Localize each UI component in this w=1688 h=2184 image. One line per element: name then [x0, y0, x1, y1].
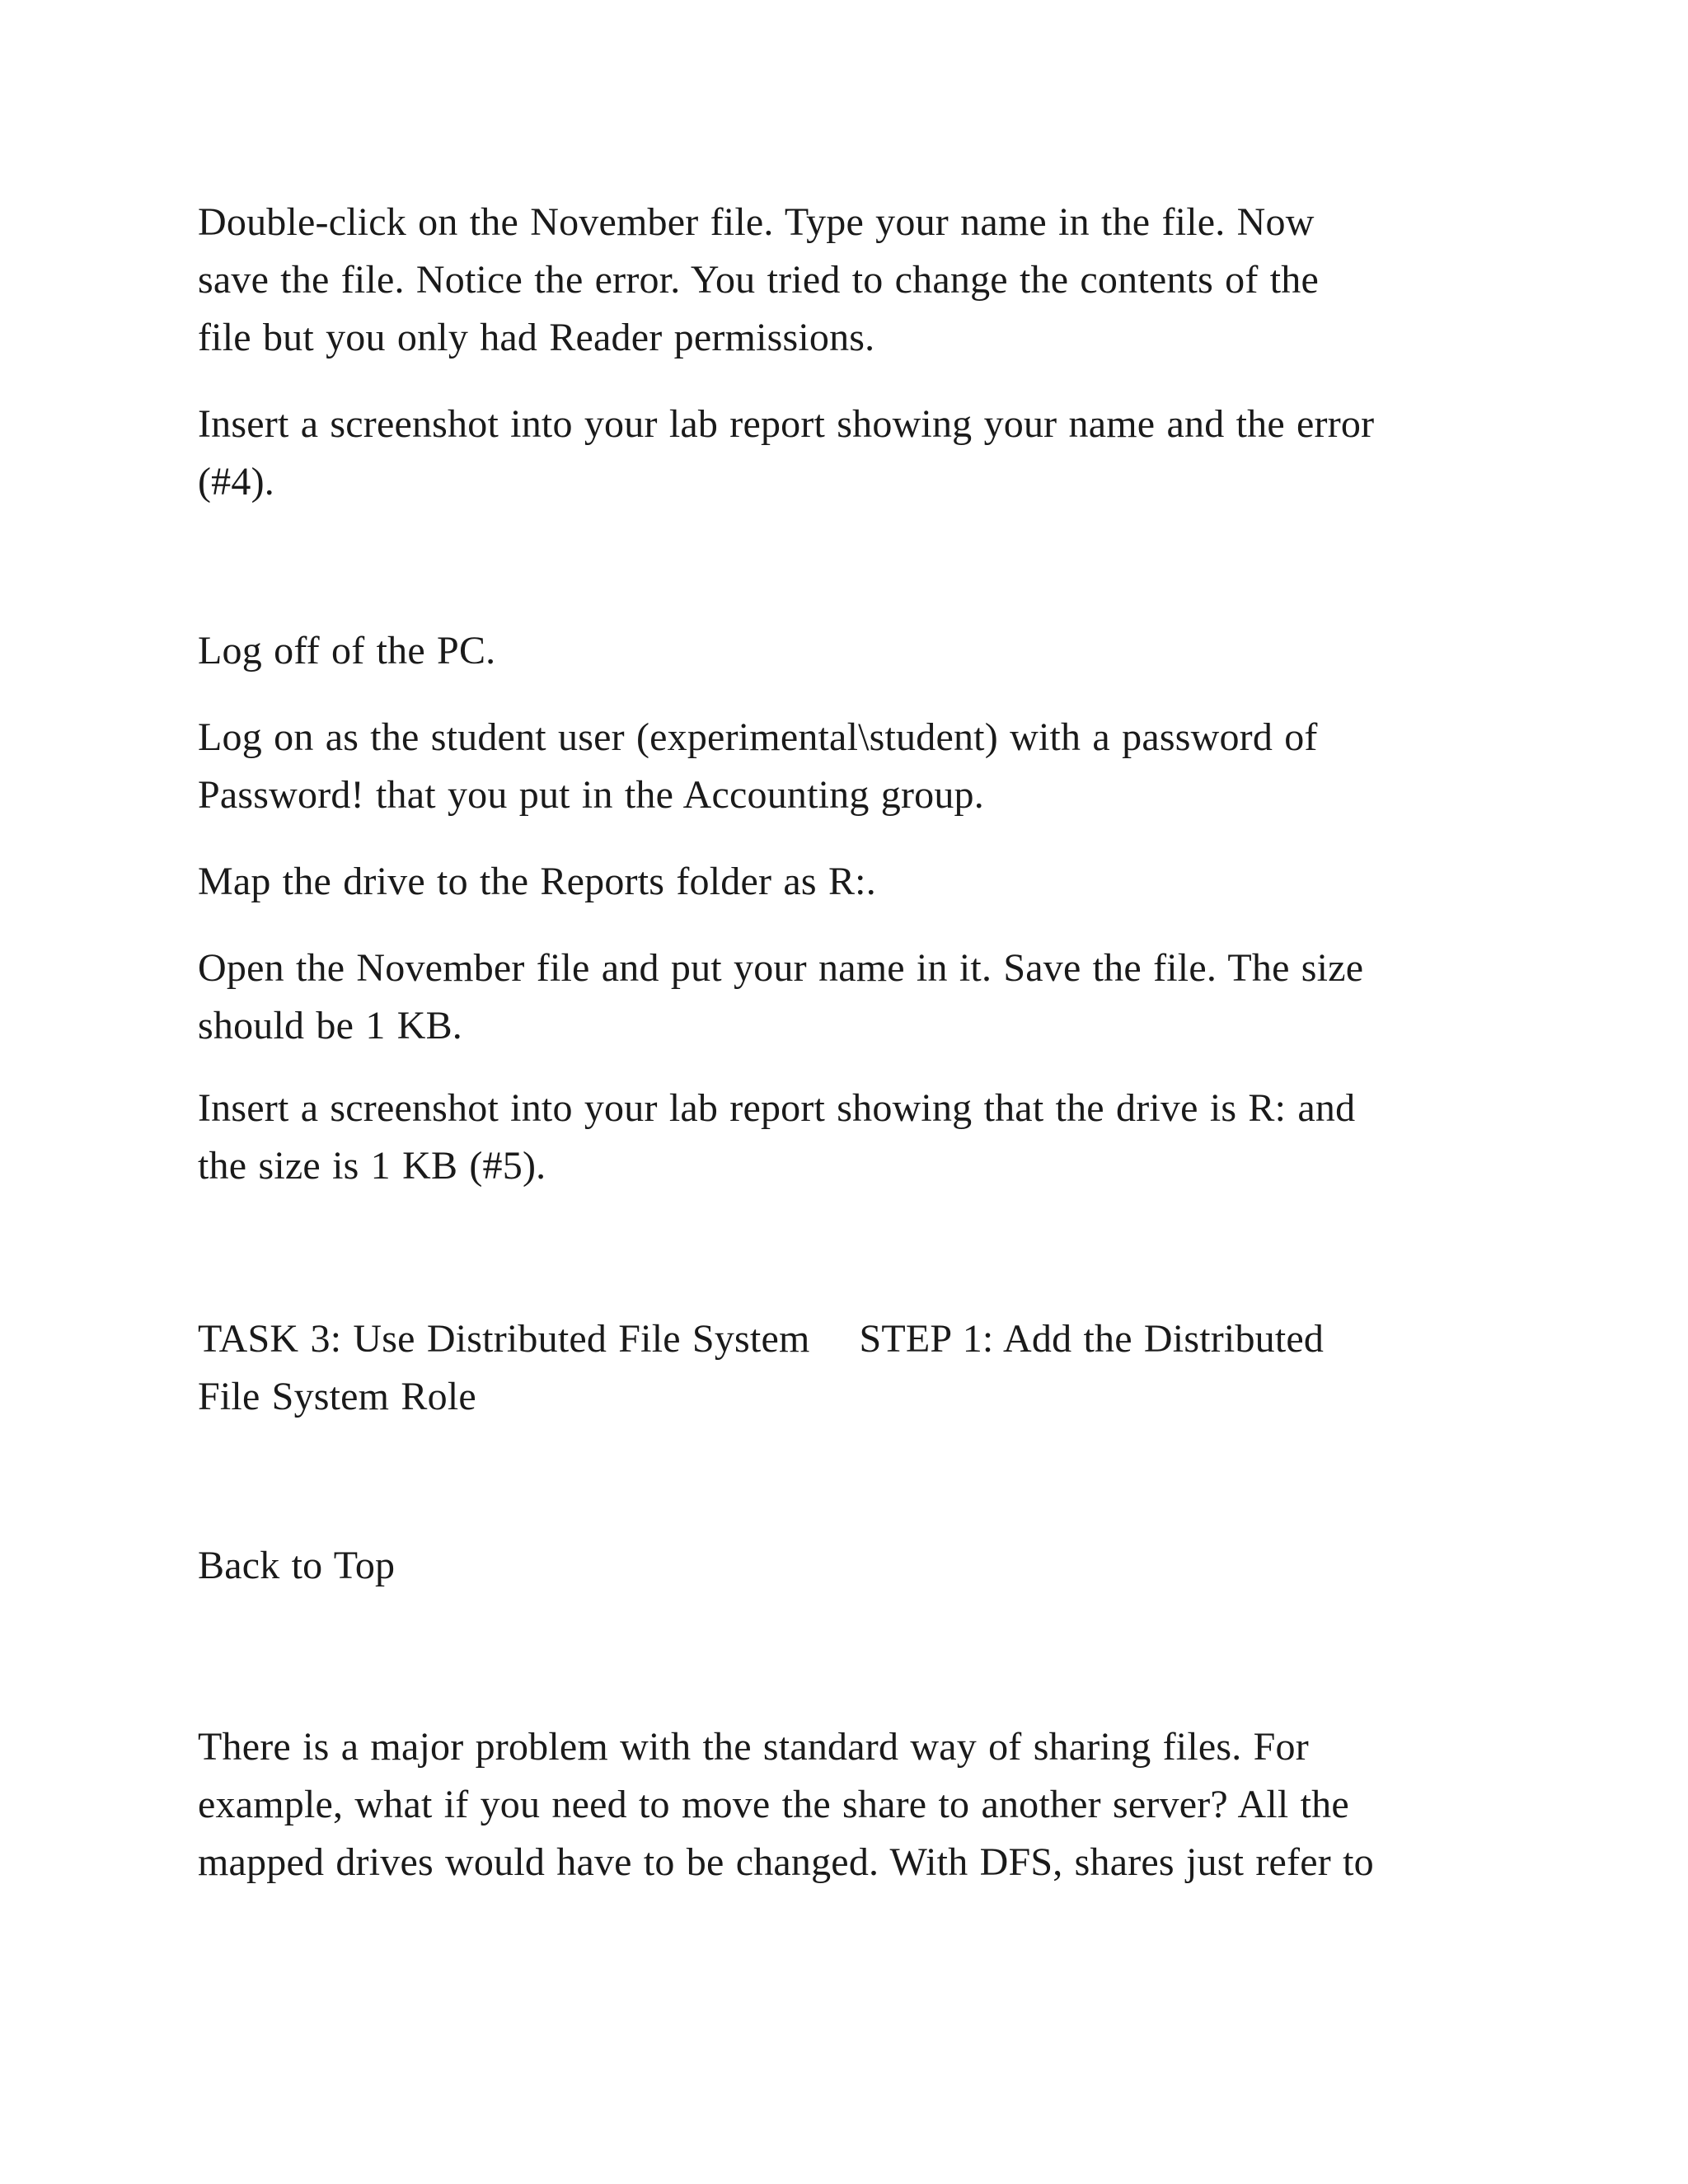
- text-line: Insert a screenshot into your lab report showing your name and the error: [198, 402, 1375, 446]
- paragraph-screenshot-5: [198, 1080, 1517, 1195]
- task-heading: [198, 1310, 1517, 1426]
- text-line: (#4).: [198, 460, 274, 504]
- paragraph-log-on: [198, 709, 1517, 824]
- paragraph-dfs-intro: [198, 1718, 1517, 1891]
- text-line: Map the drive to the Reports folder as R:.: [198, 860, 876, 903]
- paragraph-log-off: [198, 622, 1517, 680]
- text-line: Double-click on the November file. Type your name in the file. Now: [198, 200, 1315, 244]
- text-line: Log on as the student user (experimental\student) with a password of: [198, 715, 1318, 759]
- paragraph-november-reader: [198, 194, 1517, 367]
- task-heading-line: [198, 1310, 1517, 1368]
- text-line: Log off of the PC.: [198, 629, 496, 673]
- text-line: Password! that you put in the Accounting group.: [198, 773, 984, 817]
- text-line: should be 1 KB.: [198, 1004, 462, 1047]
- step-title: STEP 1: Add the Distributed: [859, 1317, 1325, 1361]
- text-line: file but you only had Reader permissions.: [198, 316, 875, 359]
- text-line: example, what if you need to move the share to another server? All the: [198, 1783, 1349, 1826]
- step-title-continuation: File System Role: [198, 1375, 476, 1418]
- text-line: mapped drives would have to be changed. With DFS, shares just refer to: [198, 1840, 1374, 1884]
- paragraph-screenshot-4: [198, 396, 1517, 511]
- task-title: TASK 3: Use Distributed File System: [198, 1317, 810, 1361]
- paragraph-open-november: [198, 940, 1517, 1055]
- back-to-top-link[interactable]: [198, 1537, 1517, 1595]
- paragraph-map-drive: [198, 853, 1517, 911]
- text-line: save the file. Notice the error. You tried to change the contents of the: [198, 258, 1320, 302]
- text-line: Open the November file and put your name in it. Save the file. The size: [198, 946, 1364, 990]
- text-line: Insert a screenshot into your lab report showing that the drive is R: and: [198, 1086, 1356, 1130]
- back-to-top-text[interactable]: Back to Top: [198, 1544, 396, 1587]
- text-line: the size is 1 KB (#5).: [198, 1144, 546, 1188]
- text-line: There is a major problem with the standard way of sharing files. For: [198, 1725, 1309, 1769]
